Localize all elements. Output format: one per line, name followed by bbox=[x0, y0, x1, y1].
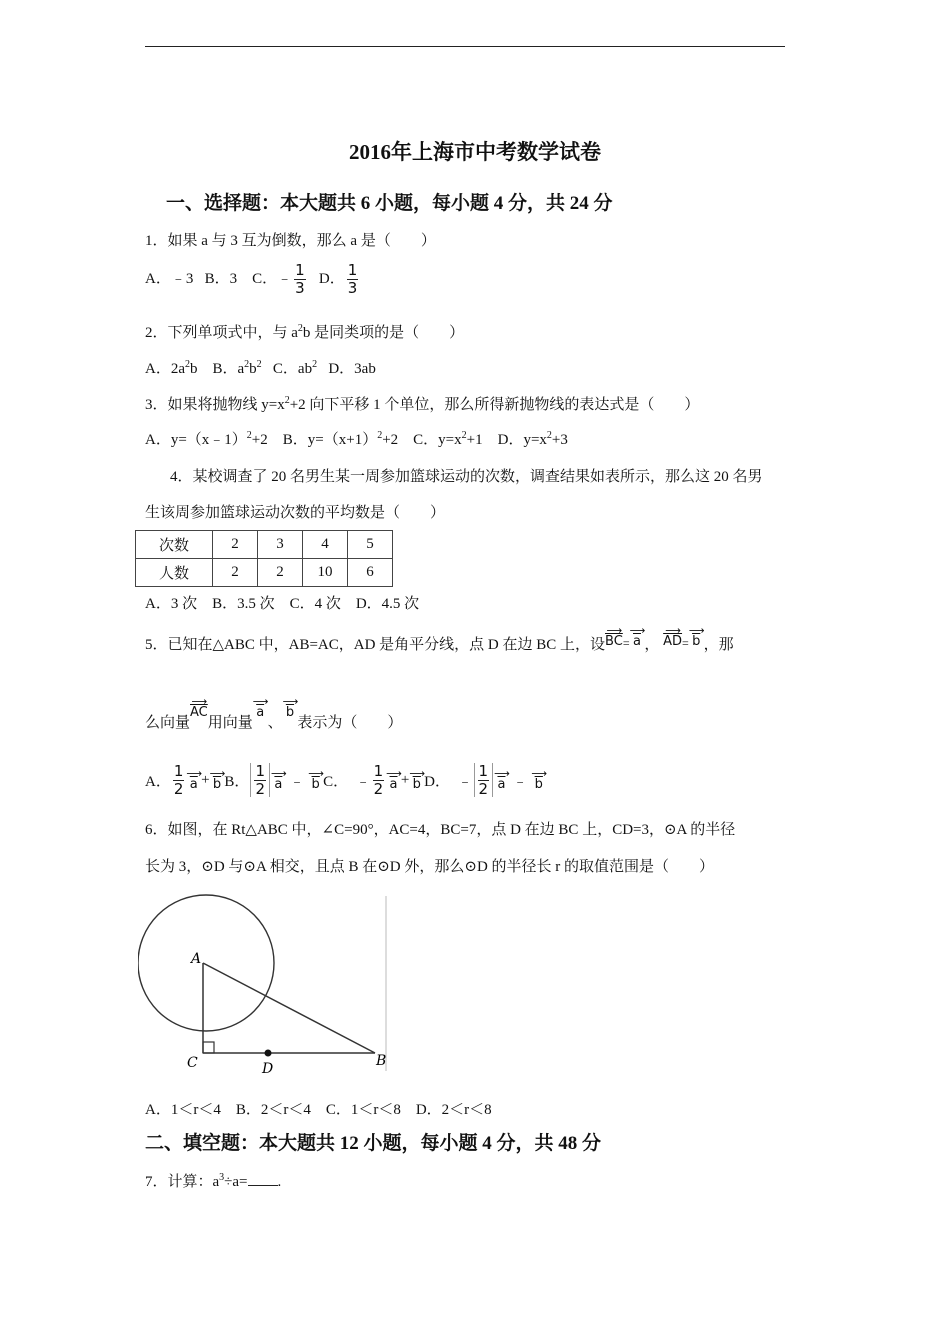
q5-a-label: A． bbox=[145, 773, 171, 790]
label-d: D bbox=[262, 1061, 274, 1077]
q3-b-pre: B．y=（x+1） bbox=[282, 432, 378, 448]
vector-a bbox=[186, 766, 202, 792]
q2-b-mid: b bbox=[249, 361, 257, 377]
vector-arrow: ⟶ bbox=[270, 766, 286, 780]
question-3-stem bbox=[145, 393, 699, 414]
numerator: 1 bbox=[347, 261, 358, 279]
q5-tail: ，那 bbox=[703, 636, 734, 653]
fraction bbox=[478, 763, 490, 798]
denominator: 2 bbox=[173, 779, 184, 798]
q1-option-b[interactable]: B．3 bbox=[204, 270, 238, 287]
header-rule bbox=[145, 46, 785, 47]
q5-stem2-mid: 用向量 bbox=[207, 715, 253, 731]
q2-stem-post: b 是同类项的是（ ） bbox=[302, 325, 465, 341]
question-1-stem: 1．如果 a 与 3 互为倒数，那么 a 是（ ） bbox=[145, 233, 436, 249]
circle-a bbox=[138, 895, 274, 1031]
vector-b bbox=[531, 766, 547, 792]
answer-blank[interactable] bbox=[248, 1173, 278, 1186]
vector-arrow: ⟶ bbox=[531, 766, 547, 780]
q2-option-b[interactable] bbox=[213, 361, 262, 377]
equals: = bbox=[682, 635, 689, 650]
fraction bbox=[347, 262, 359, 297]
label-b: B bbox=[376, 1053, 387, 1069]
q1-option-a[interactable]: A．﹣3 bbox=[145, 270, 194, 287]
numerator: 1 bbox=[295, 261, 305, 279]
vector-ad bbox=[663, 623, 683, 649]
table-row bbox=[136, 531, 393, 559]
vector-ac bbox=[190, 697, 208, 720]
table-header-cell: 人数 bbox=[136, 559, 213, 587]
q5-separator: 、 bbox=[267, 715, 283, 731]
vector-label: $\overline{b}$ bbox=[534, 776, 543, 792]
vector-label: $\overline{b}$ bbox=[311, 776, 320, 792]
vector-label: $\overline{a}$ bbox=[189, 776, 198, 792]
vector-arrow: ⟶ bbox=[252, 695, 268, 708]
vector-arrow: ⟶ bbox=[209, 766, 225, 780]
q3-a-post: +2 bbox=[251, 432, 268, 448]
denominator: 3 bbox=[347, 279, 358, 297]
q2-c-sup: 2 bbox=[312, 359, 318, 370]
fraction bbox=[173, 763, 185, 798]
vector-label: $\overline{a}$ bbox=[274, 776, 283, 792]
q5-stem2-pre: 么向量 bbox=[145, 715, 191, 731]
question-7 bbox=[145, 1170, 281, 1191]
vector-b bbox=[308, 766, 324, 792]
plus: + bbox=[201, 771, 210, 788]
q2-stem-sup: 2 bbox=[297, 323, 303, 334]
q3-c-sup: 2 bbox=[461, 430, 467, 441]
separator bbox=[250, 763, 251, 797]
vector-a bbox=[386, 766, 401, 792]
q2-b-sup2: 2 bbox=[256, 359, 262, 370]
vector-a bbox=[270, 766, 286, 792]
label-c: C bbox=[187, 1055, 198, 1071]
numerator: 1 bbox=[255, 761, 265, 780]
vector-b bbox=[209, 766, 225, 792]
q2-option-d[interactable]: D．3ab bbox=[328, 361, 376, 377]
question-2-options bbox=[145, 357, 376, 378]
q3-option-c[interactable] bbox=[413, 432, 482, 448]
q7-post: ÷a= bbox=[224, 1174, 248, 1190]
plus: + bbox=[400, 771, 410, 788]
table-cell: 6 bbox=[348, 559, 393, 587]
q3-stem-pre: 3．如果将抛物线 y=x bbox=[145, 397, 285, 413]
vector-arrow: ⟶ bbox=[629, 623, 645, 637]
vector-a bbox=[629, 623, 645, 649]
q3-stem-post: +2 向下平移 1 个单位，那么所得新抛物线的表达式是（ ） bbox=[289, 397, 700, 413]
vector-b bbox=[409, 766, 425, 792]
vector-arrow: ⟶ bbox=[282, 695, 298, 708]
numerator: 1 bbox=[173, 761, 184, 780]
fraction bbox=[254, 763, 266, 798]
q5-option-b[interactable] bbox=[224, 763, 323, 798]
q3-c-pre: C．y=x bbox=[413, 432, 462, 448]
q3-a-sup: 2 bbox=[246, 430, 252, 441]
vector-bc bbox=[605, 623, 623, 649]
vector-b bbox=[283, 697, 298, 720]
q5-b-label: B． bbox=[224, 773, 250, 790]
comma: ， bbox=[644, 636, 660, 653]
denominator: 3 bbox=[295, 279, 305, 297]
page-title: 2016年上海市中考数学试卷 bbox=[349, 140, 601, 164]
q3-a-pre: A．y=（x﹣1） bbox=[145, 432, 247, 448]
numerator: 1 bbox=[478, 761, 489, 780]
vector-label: $\overline{b}$ bbox=[212, 776, 222, 792]
table-cell: 5 bbox=[348, 531, 393, 559]
vector-label: $\overline{AC}$ bbox=[190, 705, 208, 720]
q3-c-post: +1 bbox=[466, 432, 483, 448]
section-1-heading: 一、选择题：本大题共 6 小题，每小题 4 分，共 24 分 bbox=[166, 193, 613, 214]
table-cell: 3 bbox=[258, 531, 303, 559]
question-6-options[interactable]: A．1＜r＜4 B．2＜r＜4 C．1＜r＜8 D．2＜r＜8 bbox=[145, 1102, 492, 1118]
q5-option-a[interactable] bbox=[145, 763, 224, 798]
q1-option-c[interactable] bbox=[252, 261, 308, 297]
denominator: 2 bbox=[373, 779, 384, 798]
q2-b-pre: B．a bbox=[212, 361, 245, 377]
question-4-stem-line-2: 生该周参加篮球运动次数的平均数是（ ） bbox=[145, 505, 446, 521]
table-header-cell: 次数 bbox=[136, 531, 213, 559]
vector-arrow: ⟶ bbox=[688, 623, 704, 637]
minus: ﹣ bbox=[512, 773, 528, 790]
q2-a-post: b bbox=[190, 361, 198, 377]
q3-stem-sup: 2 bbox=[284, 395, 290, 406]
vector-label: $\overline{b}$ bbox=[692, 633, 701, 649]
vector-arrow: ⟶ bbox=[606, 623, 622, 637]
vector-label: $\overline{a}$ bbox=[633, 633, 641, 649]
vector-label: $\overline{AD}$ bbox=[663, 633, 683, 649]
table-row bbox=[136, 559, 393, 587]
separator bbox=[474, 763, 475, 797]
table-cell: 2 bbox=[213, 559, 258, 587]
vector-label: $\overline{b}$ bbox=[285, 705, 295, 720]
q7-sup: 3 bbox=[219, 1172, 225, 1183]
right-angle-mark bbox=[203, 1042, 214, 1053]
minus: ﹣ bbox=[355, 773, 371, 790]
vector-a bbox=[253, 697, 268, 720]
q5-d-label: D． bbox=[424, 773, 451, 790]
vector-label: $\overline{a}$ bbox=[256, 705, 265, 720]
denominator: 2 bbox=[478, 779, 489, 798]
q3-d-pre: D．y=x bbox=[497, 432, 547, 448]
vector-label: $\overline{BC}$ bbox=[605, 633, 623, 649]
vector-b bbox=[688, 623, 704, 649]
vector-label: $\overline{b}$ bbox=[412, 776, 421, 792]
q2-b-sup1: 2 bbox=[244, 359, 250, 370]
q2-c-pre: C．ab bbox=[272, 361, 313, 377]
q1-option-c-label: C．﹣ bbox=[252, 270, 293, 287]
question-6-stem-line-2: 长为 3，⊙D 与⊙A 相交，且点 B 在⊙D 外，那么⊙D 的半径长 r 的取值范围是（ ） bbox=[145, 859, 715, 875]
q2-a-pre: A．2a bbox=[145, 361, 185, 377]
question-4-stem-line-1: 4．某校调查了 20 名男生某一周参加篮球运动的次数，调查结果如表所示，那么这 20 名男 bbox=[170, 469, 763, 485]
q1-option-d-label: D． bbox=[318, 270, 345, 287]
q5-option-d[interactable] bbox=[424, 763, 546, 798]
section-2-heading: 二、填空题：本大题共 12 小题，每小题 4 分，共 48 分 bbox=[145, 1133, 602, 1154]
vector-arrow: ⟶ bbox=[186, 766, 202, 780]
point-d bbox=[265, 1050, 272, 1057]
question-4-options[interactable]: A．3 次 B．3.5 次 C．4 次 D．4.5 次 bbox=[145, 596, 420, 612]
q3-b-post: +2 bbox=[382, 432, 399, 448]
label-a: A bbox=[191, 951, 202, 967]
question-5-stem-line-2 bbox=[145, 694, 402, 732]
vector-arrow: ⟶ bbox=[386, 766, 401, 780]
q2-option-a[interactable] bbox=[145, 361, 198, 377]
question-5-options bbox=[145, 758, 546, 802]
question-6-stem-line-1: 6．如图，在 Rt△ABC 中，∠C=90°，AC=4，BC=7，点 D 在边 BC 上，CD=3，⊙A 的半径 bbox=[145, 822, 736, 838]
equals: = bbox=[622, 635, 630, 650]
minus: ﹣ bbox=[289, 773, 305, 790]
q3-b-sup: 2 bbox=[377, 430, 383, 441]
q5-option-c[interactable] bbox=[323, 763, 424, 798]
q2-option-c[interactable] bbox=[273, 361, 317, 377]
vector-label: $\overline{a}$ bbox=[497, 776, 506, 792]
q3-option-b[interactable] bbox=[283, 432, 398, 448]
fraction bbox=[373, 763, 385, 798]
q3-d-sup: 2 bbox=[546, 430, 552, 441]
q3-d-post: +3 bbox=[551, 432, 568, 448]
vector-arrow: ⟶ bbox=[308, 766, 324, 780]
question-1-options bbox=[145, 262, 360, 297]
q7-end: . bbox=[277, 1174, 282, 1190]
q3-option-d[interactable] bbox=[498, 432, 568, 448]
vector-arrow: ⟶ bbox=[409, 766, 425, 780]
separator bbox=[492, 763, 493, 797]
table-cell: 2 bbox=[258, 559, 303, 587]
triangle-circle-figure bbox=[138, 893, 393, 1078]
q1-option-d[interactable] bbox=[318, 261, 360, 297]
fraction bbox=[294, 262, 306, 297]
question-2-stem bbox=[145, 321, 464, 342]
q3-option-a[interactable] bbox=[145, 432, 268, 448]
denominator: 2 bbox=[255, 779, 265, 798]
q5-c-label: C． bbox=[323, 773, 349, 790]
separator bbox=[269, 763, 270, 797]
numerator: 1 bbox=[373, 761, 384, 780]
q2-stem-pre: 2．下列单项式中，与 a bbox=[145, 325, 298, 341]
side-ab bbox=[203, 963, 375, 1053]
q2-a-sup: 2 bbox=[185, 359, 190, 370]
vector-arrow: ⟶ bbox=[494, 766, 509, 780]
vector-arrow: ⟶ bbox=[665, 623, 680, 637]
vector-label: $\overline{a}$ bbox=[389, 776, 398, 792]
table-cell: 2 bbox=[213, 531, 258, 559]
q7-pre: 7．计算：a bbox=[145, 1174, 220, 1190]
question-5-stem-line-1 bbox=[145, 618, 734, 668]
vector-a bbox=[494, 766, 509, 792]
q5-stem-text: 5．已知在△ABC 中，AB=AC，AD 是角平分线，点 D 在边 BC 上，设 bbox=[145, 636, 606, 653]
frequency-table bbox=[135, 530, 393, 587]
q5-stem2-post: 表示为（ ） bbox=[297, 715, 403, 731]
question-3-options bbox=[145, 428, 568, 449]
table-cell: 4 bbox=[303, 531, 348, 559]
vector-arrow: ⟶ bbox=[191, 695, 207, 708]
table-cell: 10 bbox=[303, 559, 348, 587]
minus: ﹣ bbox=[457, 773, 473, 790]
